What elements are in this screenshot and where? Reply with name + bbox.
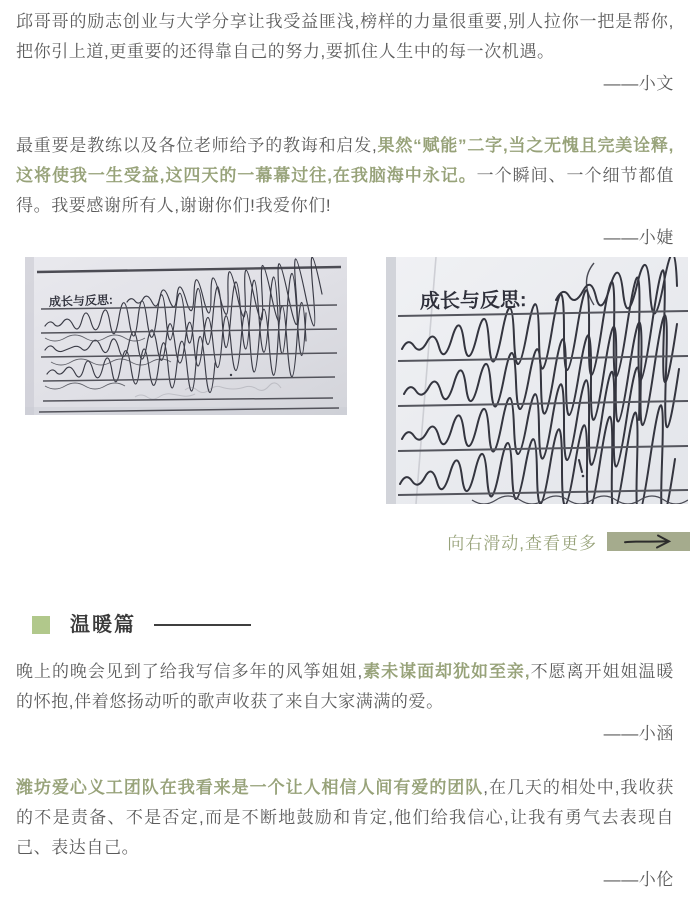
text-segment: 邱哥哥的励志创业与大学分享让我受益匪浅,榜样的力量很重要,别人拉你一把是帮你,把你引上道,更重要的还得靠自己的努力,要抓住人生中的每一次机遇。	[16, 12, 674, 61]
highlighted-text-segment: 果然“赋能”二字,当之无愧且完美诠释,这将使我一生受益,这四天的一幕幕过往,在我脑海中永记。	[16, 136, 674, 185]
note-1-heading: 成长与反思:	[48, 292, 114, 309]
arrow-right-icon[interactable]	[607, 532, 690, 551]
text-segment: 不愿离开姐姐温暖的怀抱,伴着悠扬动听的歌声收获了来自大家满满的爱。	[16, 662, 674, 711]
testimonial-2	[16, 131, 674, 253]
note-2-heading: 成长与反思:	[419, 289, 527, 313]
highlighted-text-segment: 潍坊爱心义工团队在我看来是一个让人相信人间有爱的团队	[16, 778, 484, 797]
testimonial-4	[16, 773, 674, 895]
testimonial-2-text	[16, 131, 674, 221]
testimonial-3-text	[16, 657, 674, 717]
testimonial-1	[16, 0, 674, 99]
testimonial-1-attribution: ——小文	[603, 74, 674, 93]
handwritten-notes-carousel[interactable]	[0, 257, 690, 504]
testimonial-3	[16, 657, 674, 749]
article-body	[0, 0, 690, 253]
article-body-continued	[0, 657, 690, 895]
section-divider-line	[154, 624, 251, 626]
text-segment: 一个瞬间、一个细节都值得。我要感谢所有人,谢谢你们!我爱你们!	[16, 166, 674, 215]
text-segment: 晚上的晚会见到了给我写信多年的风筝姐姐,	[16, 662, 363, 681]
testimonial-4-attribution: ——小伦	[603, 870, 674, 889]
testimonial-1-text	[16, 7, 674, 67]
highlighted-text-segment: 素未谋面却犹如至亲,	[362, 662, 531, 681]
handwritten-note-photo-2[interactable]	[386, 257, 688, 504]
section-header-warmth	[0, 615, 690, 635]
testimonial-3-attribution: ——小涵	[603, 724, 674, 743]
swipe-hint-label: 向右滑动,查看更多	[447, 533, 597, 553]
carousel-hint-row	[0, 531, 690, 551]
handwritten-note-photo-1[interactable]	[25, 257, 347, 415]
section-title: 温暖篇	[70, 614, 136, 636]
text-segment: ,在几天的相处中,我收获的不是责备、不是否定,而是不断地鼓励和肯定,他们给我信心,让我有勇气去表现自己、表达自己。	[16, 778, 674, 857]
testimonial-2-attribution: ——小婕	[603, 228, 674, 247]
text-segment: 最重要是教练以及各位老师给予的教诲和启发,	[16, 136, 378, 155]
section-bullet-icon	[32, 616, 50, 634]
testimonial-4-text	[16, 773, 674, 863]
